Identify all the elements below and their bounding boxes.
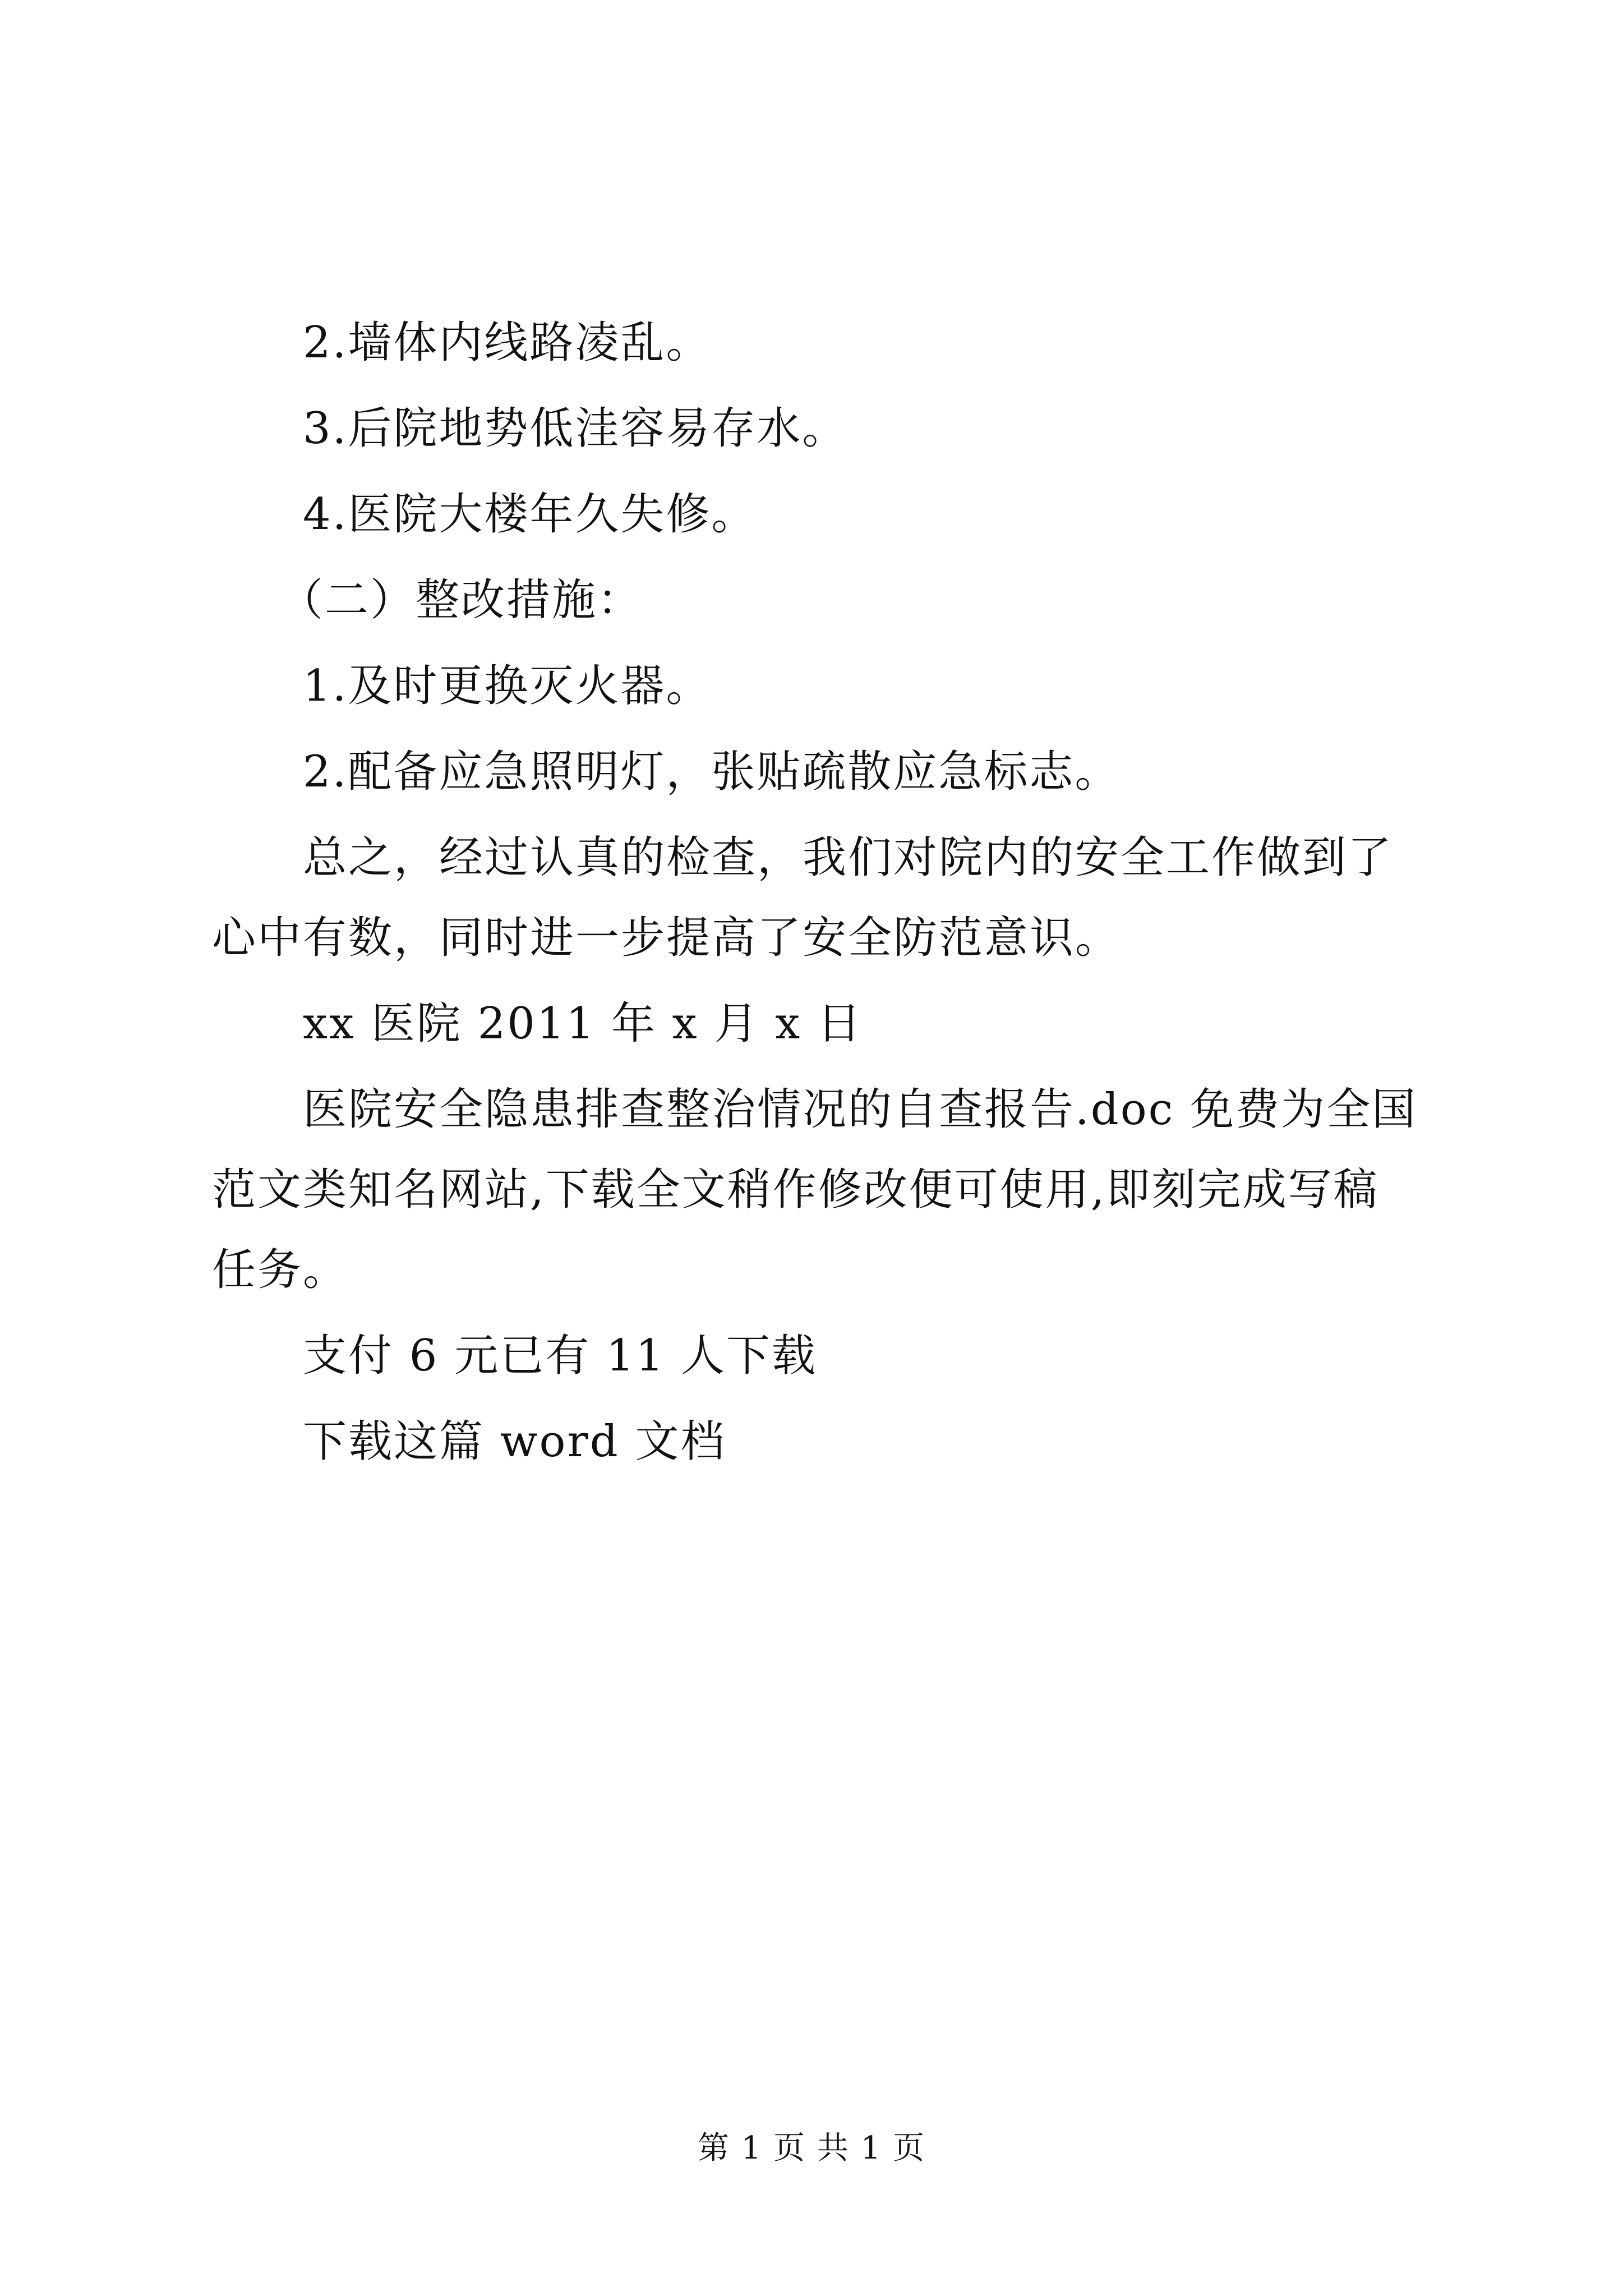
measure-item-lighting: 2.配备应急照明灯，张贴疏散应急标志。 xyxy=(303,747,1121,797)
measure-item-extinguisher: 1.及时更换灭火器。 xyxy=(303,661,712,711)
download-description: 医院安全隐患排查整治情况的自查报告.doc 免费为全国范文类知名网站,下载全文稍作修改便可使用,即刻完成写稿任务。 xyxy=(212,1084,1418,1295)
signature-date: xx 医院 2011 年 x 月 x 日 xyxy=(303,999,863,1049)
list-item-wiring: 2.墙体内线路凌乱。 xyxy=(303,318,712,368)
page-number-label: 第 1 页 共 1 页 xyxy=(697,2130,926,2166)
payment-info[interactable]: 支付 6 元已有 11 人下载 xyxy=(303,1331,818,1381)
list-item-drainage: 3.后院地势低洼容易存水。 xyxy=(303,403,848,454)
download-word-link[interactable]: 下载这篇 word 文档 xyxy=(303,1416,726,1467)
section-heading-measures: （二）整改措施： xyxy=(279,575,643,625)
document-body xyxy=(212,303,1423,1488)
list-item-building: 4.医院大楼年久失修。 xyxy=(303,489,757,540)
summary-paragraph: 总之，经过认真的检查，我们对院内的安全工作做到了心中有数，同时进一步提高了安全防范意识。 xyxy=(212,832,1394,963)
page-footer xyxy=(0,2129,1623,2168)
